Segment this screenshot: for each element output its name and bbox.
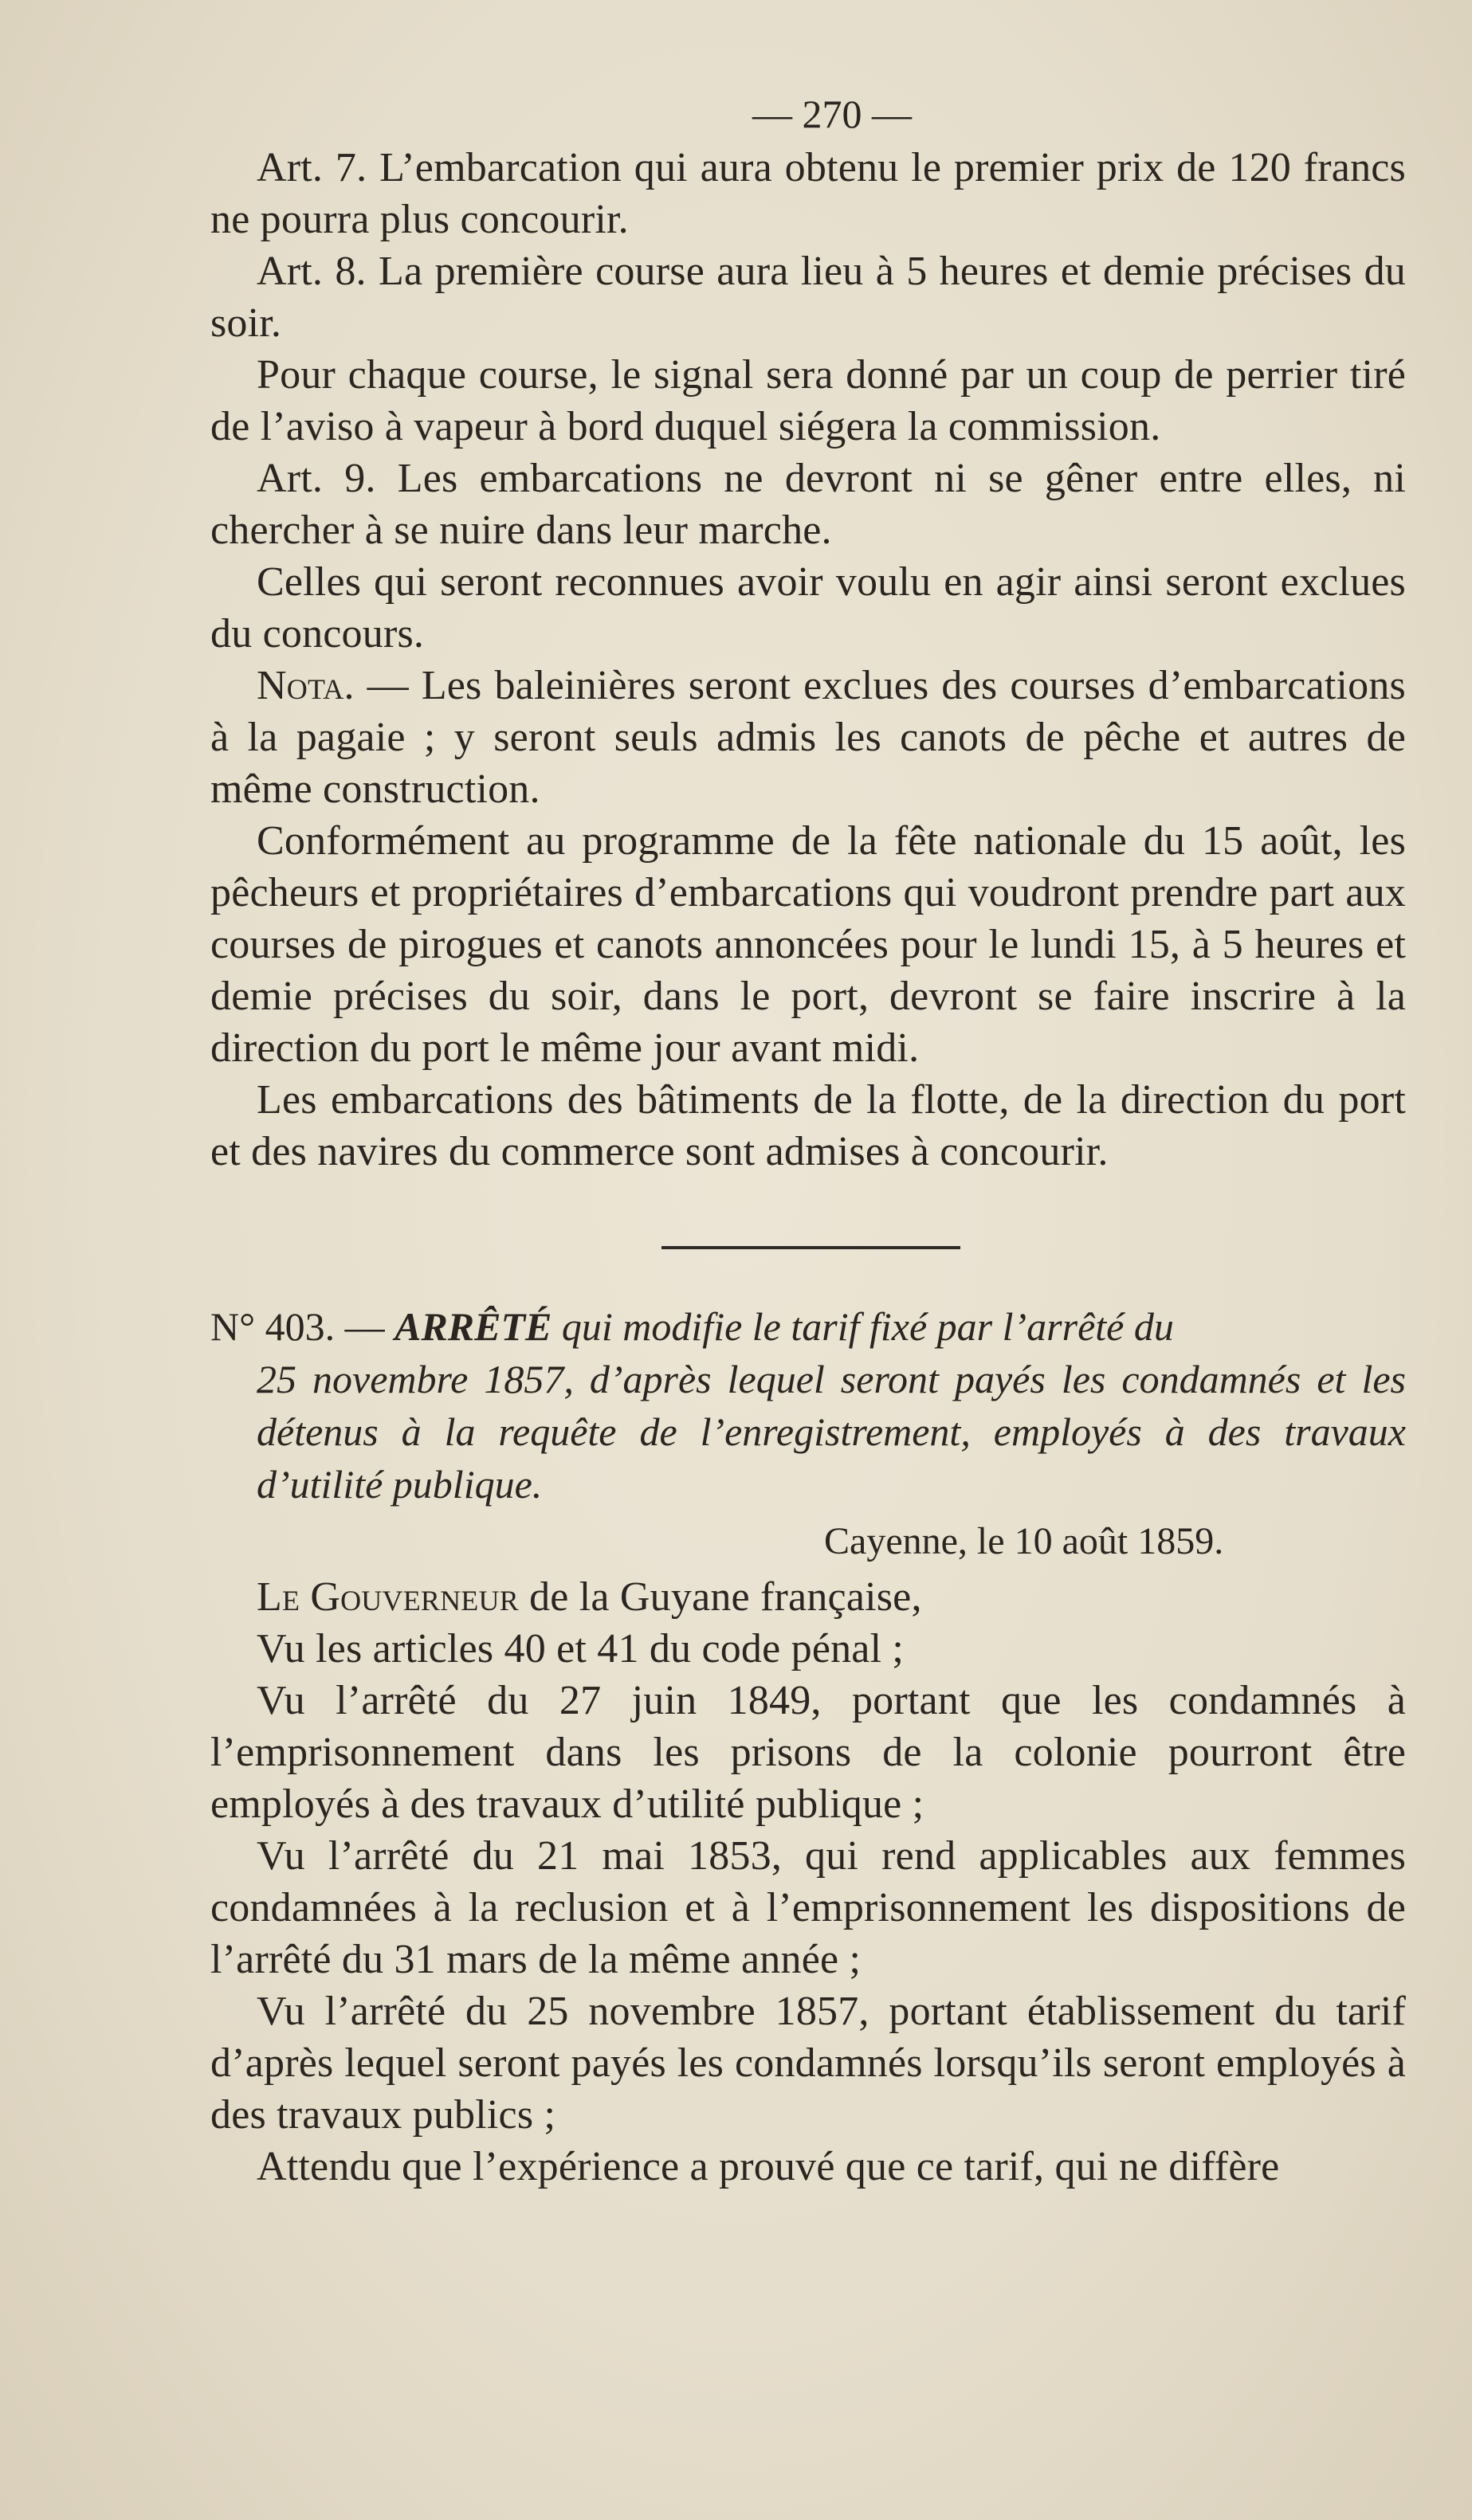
- paragraph-programme: Conformément au programme de la fête nationale du 15 août, les pêcheurs et propriétaires d’embarcations qui voudront prendre part aux courses de pirogues et canots annoncées pour le lundi 15, à 5 heures et demie précises du soir, dans le port, devront se faire inscrire à la direction du port le même jour avant midi.: [210, 818, 1406, 1071]
- paragraph-vu-code-penal: Vu les articles 40 et 41 du code pénal ;: [257, 1626, 905, 1672]
- paragraph-vu-1853: Vu l’arrêté du 21 mai 1853, qui rend applicables aux femmes condamnées à la reclusion et à l’emprisonnement les dispositions de l’arrêté du 31 mars de la même année ;: [210, 1833, 1406, 1982]
- paragraph-exclusion: Celles qui seront reconnues avoir voulu en agir ainsi seront exclues du concours.: [210, 559, 1406, 656]
- paragraph-art-8: Art. 8. La première course aura lieu à 5 heures et demie précises du soir.: [210, 249, 1406, 346]
- text-block: [210, 88, 1406, 2193]
- paragraph-vu-1849: Vu l’arrêté du 27 juin 1849, portant que les condamnés à l’emprisonnement dans les prisons de la colonie pourront être employés à des travaux d’utilité publique ;: [210, 1678, 1406, 1827]
- paragraph-vu-1857: Vu l’arrêté du 25 novembre 1857, portant établissement du tarif d’après lequel seront payés les condamnés lorsqu’ils seront employés à des travaux publics ;: [210, 1989, 1406, 2138]
- paragraph-admission: Les embarcations des bâtiments de la flotte, de la direction du port et des navires du commerce sont admises à concourir.: [210, 1077, 1406, 1174]
- page-number: — 270 —: [752, 92, 912, 136]
- decree-summary-rest: 25 novembre 1857, d’après lequel seront payés les condamnés et les détenus à la requête de l’enregistrement, employés à des travaux d’utilité publique.: [257, 1357, 1406, 1507]
- section-divider: [661, 1246, 960, 1249]
- decree-number: N° 403. —: [210, 1304, 395, 1349]
- paragraph-attendu: Attendu que l’expérience a prouvé que ce tarif, qui ne diffère: [257, 2144, 1280, 2189]
- paragraph-governor: [210, 1571, 1406, 1623]
- paragraph-art-7: Art. 7. L’embarcation qui aura obtenu le premier prix de 120 francs ne pourra plus concourir.: [210, 145, 1406, 242]
- paragraph-art-9: Art. 9. Les embarcations ne devront ni se gêner entre elles, ni chercher à se nuire dans leur marche.: [210, 456, 1406, 553]
- decree-dateline: Cayenne, le 10 août 1859.: [824, 1520, 1224, 1562]
- nota-label: Nota.: [257, 663, 355, 708]
- governor-label: Le Gouverneur: [257, 1574, 519, 1620]
- decree-title: ARRÊTÉ: [394, 1304, 552, 1349]
- decree-heading: [210, 1300, 1406, 1353]
- paragraph-nota: [210, 660, 1406, 815]
- nota-text: — Les baleinières seront exclues des courses d’embarcations à la pagaie ; y seront seuls admis les canots de pêche et autres de même construction.: [210, 663, 1406, 812]
- decree-summary-first: qui modifie le tarif fixé par l’arrêté du: [552, 1304, 1174, 1349]
- paragraph-signal: Pour chaque course, le signal sera donné par un coup de perrier tiré de l’aviso à vapeur à bord duquel siégera la commission.: [210, 352, 1406, 449]
- governor-text: de la Guyane française,: [518, 1574, 922, 1620]
